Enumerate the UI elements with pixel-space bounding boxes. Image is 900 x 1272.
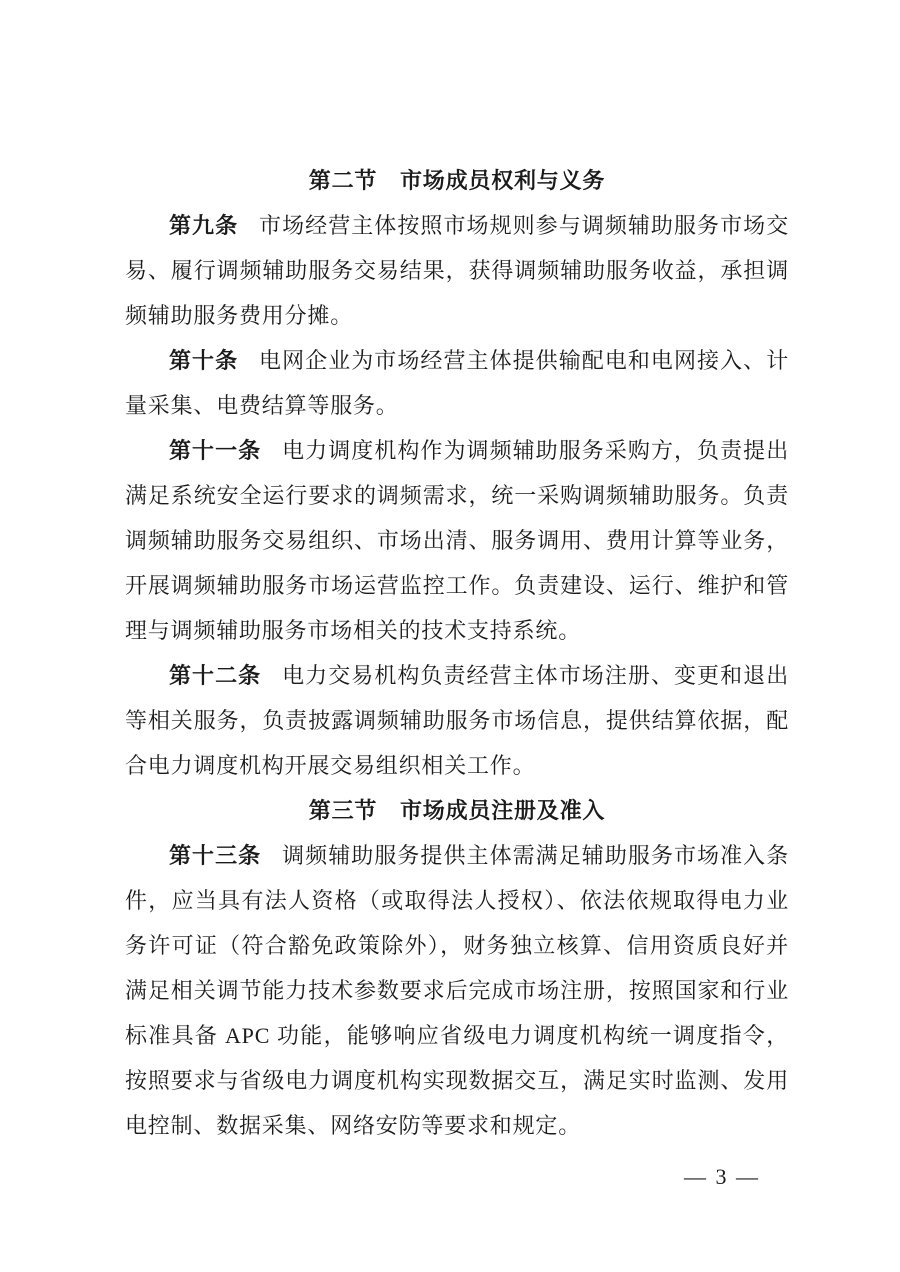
document-content xyxy=(125,158,789,1148)
article-11-label: 第十一条 xyxy=(169,438,262,463)
article-12-text: 电力交易机构负责经营主体市场注册、变更和退出等相关服务，负责披露调频辅助服务市场信息，提供结算依据，配合电力调度机构开展交易组织相关工作。 xyxy=(125,663,790,778)
article-12-label: 第十二条 xyxy=(169,663,262,688)
article-9-text: 市场经营主体按照市场规则参与调频辅助服务市场交易、履行调频辅助服务交易结果，获得调频辅助服务收益，承担调频辅助服务费用分摊。 xyxy=(125,213,789,328)
section-heading-market-member-registration: 第三节 市场成员注册及准入 xyxy=(308,798,606,823)
article-10-label: 第十条 xyxy=(169,348,239,373)
article-11-paragraph xyxy=(125,428,789,653)
article-9-paragraph xyxy=(125,203,789,338)
article-10-text: 电网企业为市场经营主体提供输配电和电网接入、计量采集、电费结算等服务。 xyxy=(125,348,789,418)
article-13-paragraph xyxy=(125,833,789,1148)
article-12-paragraph xyxy=(125,653,789,788)
article-10-paragraph xyxy=(125,338,789,428)
section-heading-market-member-rights: 第二节 市场成员权利与义务 xyxy=(308,168,606,193)
page-number: — 3 — xyxy=(684,1164,760,1189)
article-13-label: 第十三条 xyxy=(169,843,262,868)
article-13-text: 调频辅助服务提供主体需满足辅助服务市场准入条件，应当具有法人资格（或取得法人授权）、依法依规取得电力业务许可证（符合豁免政策除外），财务独立核算、信用资质良好并满足相关调节能力技术参数要求后完成市场注册，按照国家和行业标准具备 APC 功能，能够响应省级电力调度机构统一调度指令，按照要求与省级电力调度机构实现数据交互，满足实时监测、发用电控制、数据采集、网络安防等要求和规定。 xyxy=(125,843,790,1138)
article-9-label: 第九条 xyxy=(169,213,239,238)
article-11-text: 电力调度机构作为调频辅助服务采购方，负责提出满足系统安全运行要求的调频需求，统一采购调频辅助服务。负责调频辅助服务交易组织、市场出清、服务调用、费用计算等业务，开展调频辅助服务市场运营监控工作。负责建设、运行、维护和管理与调频辅助服务市场相关的技术支持系统。 xyxy=(125,438,790,643)
